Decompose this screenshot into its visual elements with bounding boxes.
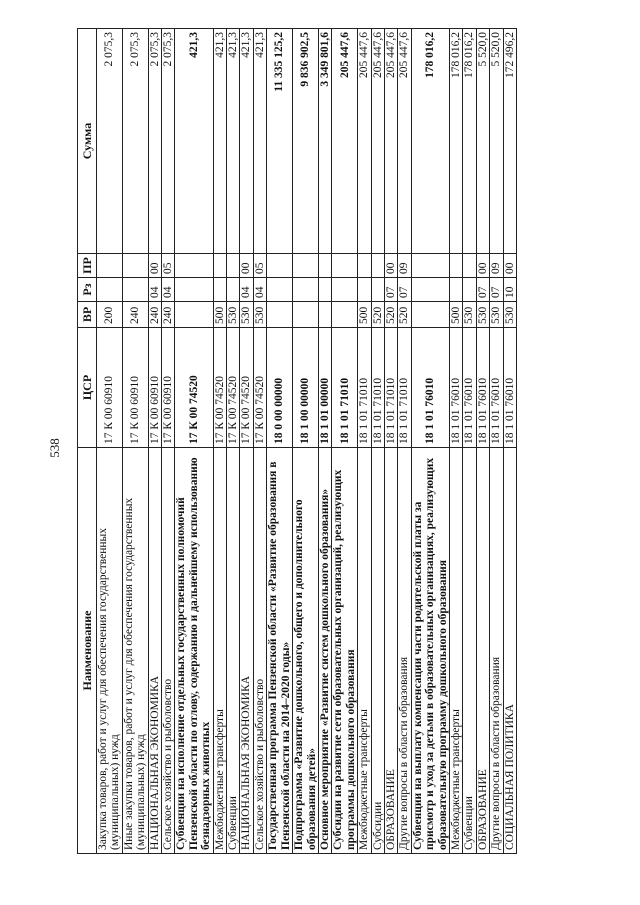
- cell-csr: 18 1 01 71010: [398, 328, 411, 448]
- cell-pr: [293, 254, 319, 278]
- cell-csr: 18 1 01 71010: [358, 328, 371, 448]
- cell-sum: 421,3: [175, 29, 213, 254]
- cell-csr: 17 К 00 74520: [227, 328, 240, 448]
- cell-pr: [122, 254, 148, 278]
- cell-sum: 421,3: [240, 29, 253, 254]
- table-header-row: [78, 29, 97, 854]
- cell-pr: 00: [240, 254, 253, 278]
- cell-rz: 04: [162, 278, 175, 302]
- cell-name: Иные закупки товаров, работ и услуг для обеспечения государственных (муниципальных) нужд: [122, 448, 148, 854]
- table-row: [162, 29, 175, 854]
- cell-name: НАЦИОНАЛЬНАЯ ЭКОНОМИКА: [240, 448, 253, 854]
- cell-rz: 07: [384, 278, 397, 302]
- cell-vr: 530: [476, 302, 489, 328]
- cell-pr: [175, 254, 213, 278]
- cell-pr: [358, 254, 371, 278]
- cell-sum: 5 520,0: [490, 29, 503, 254]
- cell-csr: 17 К 00 74520: [213, 328, 226, 448]
- cell-name: Межбюджетные трансферты: [358, 448, 371, 854]
- table-row: [148, 29, 161, 854]
- table-row: [240, 29, 253, 854]
- cell-name: ОБРАЗОВАНИЕ: [476, 448, 489, 854]
- cell-name: Подпрограмма «Развитие дошкольного, общего и дополнительного образования детей»: [293, 448, 319, 854]
- cell-vr: 240: [148, 302, 161, 328]
- cell-csr: 17 К 00 60910: [148, 328, 161, 448]
- cell-csr: 18 1 01 76010: [449, 328, 462, 448]
- table-row: [490, 29, 503, 854]
- cell-vr: 530: [240, 302, 253, 328]
- cell-vr: 240: [122, 302, 148, 328]
- table-row: [411, 29, 449, 854]
- table-row: [253, 29, 266, 854]
- rotated-table-container: [77, 29, 567, 854]
- cell-csr: 18 1 01 76010: [463, 328, 476, 448]
- cell-pr: 05: [162, 254, 175, 278]
- table-row: [371, 29, 384, 854]
- cell-sum: 421,3: [253, 29, 266, 254]
- cell-rz: 07: [398, 278, 411, 302]
- cell-pr: 00: [148, 254, 161, 278]
- cell-vr: 240: [162, 302, 175, 328]
- cell-name: Закупка товаров, работ и услуг для обеспечения государственных (муниципальных) нужд: [97, 448, 123, 854]
- cell-rz: [371, 278, 384, 302]
- page-number: 538: [47, 438, 62, 458]
- cell-sum: 205 447,6: [371, 29, 384, 254]
- cell-csr: 18 1 01 00000: [318, 328, 331, 448]
- cell-pr: [213, 254, 226, 278]
- cell-sum: 178 016,2: [463, 29, 476, 254]
- cell-rz: [332, 278, 358, 302]
- cell-csr: 18 1 01 71010: [332, 328, 358, 448]
- cell-vr: 500: [449, 302, 462, 328]
- header-name: Наименование: [78, 448, 97, 854]
- cell-sum: 178 016,2: [449, 29, 462, 254]
- cell-rz: [227, 278, 240, 302]
- cell-csr: 17 К 00 60910: [162, 328, 175, 448]
- table-row: [213, 29, 226, 854]
- cell-sum: 11 335 125,2: [267, 29, 293, 254]
- table-body: [97, 29, 517, 854]
- cell-csr: 18 0 00 00000: [267, 328, 293, 448]
- cell-vr: 520: [384, 302, 397, 328]
- table-row: [267, 29, 293, 854]
- cell-rz: 04: [240, 278, 253, 302]
- table-row: [122, 29, 148, 854]
- cell-name: Субсидии на развитие сети образовательных организаций, реализующих программы дошкольного образования: [332, 448, 358, 854]
- cell-csr: 17 К 00 60910: [122, 328, 148, 448]
- cell-name: Межбюджетные трансферты: [449, 448, 462, 854]
- cell-pr: 00: [503, 254, 516, 278]
- table-row: [97, 29, 123, 854]
- cell-vr: [267, 302, 293, 328]
- cell-sum: 205 447,6: [358, 29, 371, 254]
- cell-name: Субвенции: [227, 448, 240, 854]
- cell-name: Субсидии: [371, 448, 384, 854]
- cell-rz: [293, 278, 319, 302]
- cell-rz: 04: [253, 278, 266, 302]
- cell-vr: 520: [371, 302, 384, 328]
- cell-pr: [463, 254, 476, 278]
- cell-csr: 17 К 00 60910: [97, 328, 123, 448]
- cell-rz: 07: [476, 278, 489, 302]
- cell-csr: 18 1 01 76010: [411, 328, 449, 448]
- cell-vr: 530: [253, 302, 266, 328]
- cell-csr: 18 1 01 76010: [490, 328, 503, 448]
- cell-sum: 2 075,3: [162, 29, 175, 254]
- cell-csr: 18 1 01 76010: [503, 328, 516, 448]
- cell-rz: [175, 278, 213, 302]
- cell-rz: [449, 278, 462, 302]
- cell-name: Сельское хозяйство и рыболовство: [162, 448, 175, 854]
- header-csr: ЦСР: [78, 328, 97, 448]
- cell-sum: 3 349 801,6: [318, 29, 331, 254]
- cell-rz: [358, 278, 371, 302]
- cell-vr: [318, 302, 331, 328]
- cell-name: Субвенции на исполнение отдельных государственных полномочий Пензенской области по отлову, содержанию и дальнейшему использованию безнадзорных животных: [175, 448, 213, 854]
- table-row: [384, 29, 397, 854]
- cell-csr: 17 К 00 74520: [175, 328, 213, 448]
- cell-pr: 00: [476, 254, 489, 278]
- cell-sum: 5 520,0: [476, 29, 489, 254]
- cell-sum: 205 447,6: [384, 29, 397, 254]
- cell-pr: 09: [398, 254, 411, 278]
- cell-name: Межбюджетные трансферты: [213, 448, 226, 854]
- cell-rz: [463, 278, 476, 302]
- cell-name: НАЦИОНАЛЬНАЯ ЭКОНОМИКА: [148, 448, 161, 854]
- cell-name: Другие вопросы в области образования: [490, 448, 503, 854]
- table-row: [318, 29, 331, 854]
- cell-pr: [449, 254, 462, 278]
- cell-pr: 00: [384, 254, 397, 278]
- table-row: [463, 29, 476, 854]
- cell-sum: 2 075,3: [97, 29, 123, 254]
- header-rz: Рз: [78, 278, 97, 302]
- cell-rz: [411, 278, 449, 302]
- cell-name: Сельское хозяйство и рыболовство: [253, 448, 266, 854]
- table-row: [175, 29, 213, 854]
- cell-csr: 18 1 00 00000: [293, 328, 319, 448]
- cell-sum: 205 447,6: [332, 29, 358, 254]
- cell-rz: [97, 278, 123, 302]
- cell-vr: [411, 302, 449, 328]
- table-row: [358, 29, 371, 854]
- cell-csr: 17 К 00 74520: [253, 328, 266, 448]
- table-row: [449, 29, 462, 854]
- cell-pr: [318, 254, 331, 278]
- cell-pr: [332, 254, 358, 278]
- cell-sum: 421,3: [227, 29, 240, 254]
- cell-vr: 520: [398, 302, 411, 328]
- cell-name: Государственная программа Пензенской области «Развитие образования в Пензенской области на 2014–2020 годы»: [267, 448, 293, 854]
- table-row: [503, 29, 516, 854]
- table-row: [398, 29, 411, 854]
- table-row: [476, 29, 489, 854]
- cell-sum: 205 447,6: [398, 29, 411, 254]
- cell-pr: [227, 254, 240, 278]
- cell-rz: [122, 278, 148, 302]
- cell-name: Субвенции: [463, 448, 476, 854]
- cell-csr: 17 К 00 74520: [240, 328, 253, 448]
- header-vr: ВР: [78, 302, 97, 328]
- cell-vr: 200: [97, 302, 123, 328]
- cell-sum: 2 075,3: [122, 29, 148, 254]
- cell-sum: 178 016,2: [411, 29, 449, 254]
- cell-vr: [293, 302, 319, 328]
- cell-rz: [318, 278, 331, 302]
- cell-pr: [267, 254, 293, 278]
- cell-sum: 172 496,2: [503, 29, 516, 254]
- table-row: [332, 29, 358, 854]
- cell-vr: 530: [490, 302, 503, 328]
- cell-pr: [97, 254, 123, 278]
- cell-csr: 18 1 01 71010: [371, 328, 384, 448]
- cell-name: Субвенции на выплату компенсации части родительской платы за присмотр и уход за детьми в образовательных организациях, реализующих образовательную программу дошкольного образования: [411, 448, 449, 854]
- cell-sum: 9 836 902,5: [293, 29, 319, 254]
- cell-vr: 530: [463, 302, 476, 328]
- cell-vr: 500: [358, 302, 371, 328]
- cell-pr: 09: [490, 254, 503, 278]
- cell-vr: 500: [213, 302, 226, 328]
- table-row: [227, 29, 240, 854]
- cell-rz: 10: [503, 278, 516, 302]
- cell-pr: 05: [253, 254, 266, 278]
- table-row: [293, 29, 319, 854]
- cell-vr: 530: [503, 302, 516, 328]
- cell-pr: [411, 254, 449, 278]
- cell-pr: [371, 254, 384, 278]
- cell-vr: [332, 302, 358, 328]
- cell-rz: [267, 278, 293, 302]
- cell-vr: 530: [227, 302, 240, 328]
- cell-sum: 2 075,3: [148, 29, 161, 254]
- cell-name: Другие вопросы в области образования: [398, 448, 411, 854]
- cell-csr: 18 1 01 76010: [476, 328, 489, 448]
- cell-vr: [175, 302, 213, 328]
- header-sum: Сумма: [78, 29, 97, 254]
- cell-name: СОЦИАЛЬНАЯ ПОЛИТИКА: [503, 448, 516, 854]
- cell-rz: 07: [490, 278, 503, 302]
- header-pr: ПР: [78, 254, 97, 278]
- cell-sum: 421,3: [213, 29, 226, 254]
- budget-table: [77, 28, 517, 854]
- cell-csr: 18 1 01 71010: [384, 328, 397, 448]
- cell-name: Основное мероприятие «Развитие систем дошкольного образования»: [318, 448, 331, 854]
- cell-rz: [213, 278, 226, 302]
- cell-rz: 04: [148, 278, 161, 302]
- cell-name: ОБРАЗОВАНИЕ: [384, 448, 397, 854]
